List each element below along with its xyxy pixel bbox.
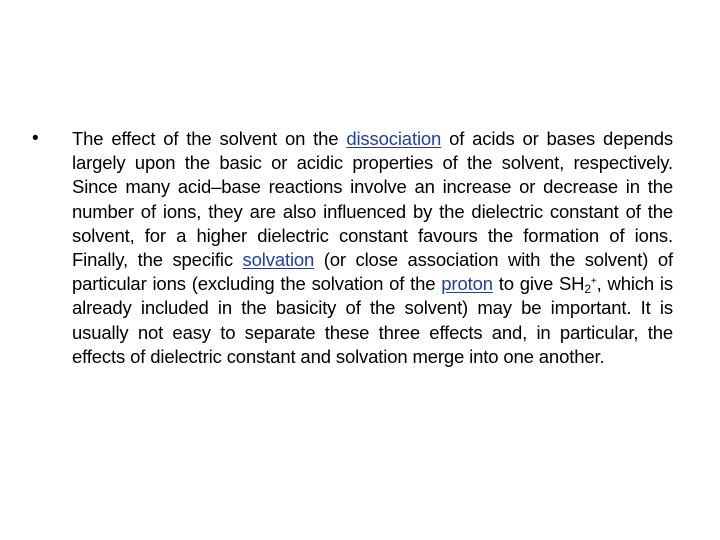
text-segment: to give SH <box>492 273 585 295</box>
text-segment: (or close association with the solvent) of particular ions (excluding the solvation of the <box>72 249 673 295</box>
bullet-point <box>30 127 673 369</box>
text-segment: , which is already included in the basicity of the solvent) may be important. It is usually not easy to separate these three effects and, in particular, the effects of dielectric constant and solvation merge into one another. <box>72 273 673 367</box>
paragraph <box>72 127 673 369</box>
subscript: 2 <box>584 282 591 297</box>
link-solvation[interactable]: solvation <box>242 249 315 271</box>
link-dissociation[interactable]: dissociation <box>346 128 442 149</box>
link-proton[interactable]: proton <box>441 273 493 295</box>
text-segment: of acids or bases depends largely upon the basic or acidic properties of the solvent, respectively. Since many acid–base reactions involve an increase or decrease in the number of ions, they are also influenced by the dielectric constant of the solvent, for a higher dielectric constant favours the formation of ions. Finally, the specific <box>72 128 673 271</box>
text-segment: The effect of the solvent on the <box>72 128 347 149</box>
superscript: + <box>590 276 597 288</box>
bullet-marker: • <box>32 128 39 149</box>
